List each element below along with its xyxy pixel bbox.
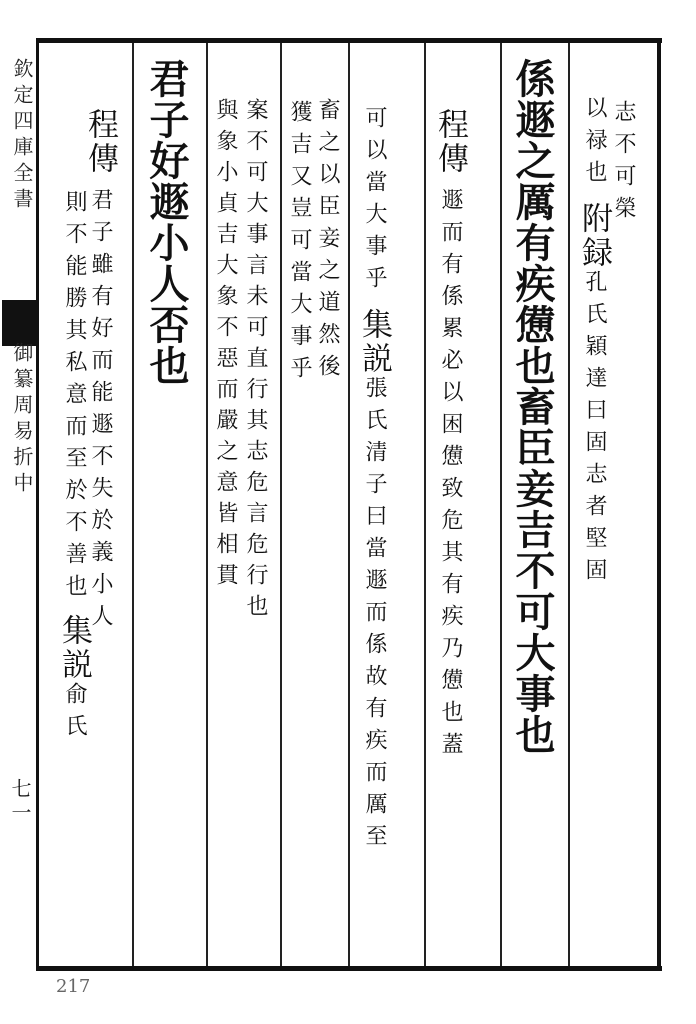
collected-commentary-heading: 集説 bbox=[356, 308, 392, 376]
collected-commentary-heading-2: 集説 bbox=[56, 614, 92, 682]
column-divider bbox=[348, 43, 350, 966]
column-divider bbox=[500, 43, 502, 966]
column-15-text-a: 則不能勝其私意而至於不善也 bbox=[62, 190, 87, 606]
bottom-border-rule bbox=[36, 966, 662, 971]
column-12: 與象小貞吉大象不惡而嚴之意皆相貫 bbox=[213, 98, 238, 594]
page-number: 七一 bbox=[8, 778, 32, 826]
book-title: 欽定四庫全書 bbox=[10, 58, 34, 214]
column-divider bbox=[424, 43, 426, 966]
cheng-commentary-heading: 程傳 bbox=[432, 108, 468, 176]
column-2 bbox=[576, 96, 612, 590]
main-text-heading: 係遯之厲有疾憊也畜臣妾吉不可大事也 bbox=[509, 58, 556, 755]
appendix-heading: 附録 bbox=[576, 202, 612, 270]
column-2-text-b: 孔氏穎達曰固志者堅固 bbox=[582, 270, 607, 590]
column-7 bbox=[356, 106, 392, 856]
column-2-text-a: 以禄也 bbox=[582, 96, 607, 192]
column-7-text-b: 張氏清子曰當遯而係故有疾而厲至 bbox=[362, 376, 387, 856]
column-15-text-b: 俞氏 bbox=[62, 682, 87, 746]
footer-number: 217 bbox=[56, 976, 91, 997]
column-5 bbox=[432, 108, 468, 764]
column-divider bbox=[568, 43, 570, 966]
column-9: 畜之以臣妾之道然後 bbox=[315, 98, 340, 386]
column-7-text-a: 可以當大事乎 bbox=[362, 106, 387, 298]
column-divider bbox=[132, 43, 134, 966]
column-10: 獲吉又豈可當大事乎 bbox=[287, 100, 312, 388]
main-text-heading-2: 君子好遯小人否也 bbox=[143, 58, 190, 386]
column-5-text: 遯而有係累必以困憊致危其有疾乃憊也蓋 bbox=[438, 188, 463, 764]
section-title: 御纂周易折中 bbox=[10, 342, 34, 498]
cheng-commentary-heading-2: 程傳 bbox=[82, 108, 118, 176]
column-15 bbox=[56, 190, 92, 746]
fishtail-mark bbox=[2, 300, 36, 346]
column-14-text: 君子雖有好而能遯不失於義小人 bbox=[88, 188, 113, 636]
column-divider bbox=[280, 43, 282, 966]
column-11: 案不可大事言未可直行其志危言危行也 bbox=[243, 98, 268, 625]
right-border-rule bbox=[657, 38, 661, 971]
column-1: 志不可榮 bbox=[611, 100, 636, 228]
column-divider bbox=[206, 43, 208, 966]
